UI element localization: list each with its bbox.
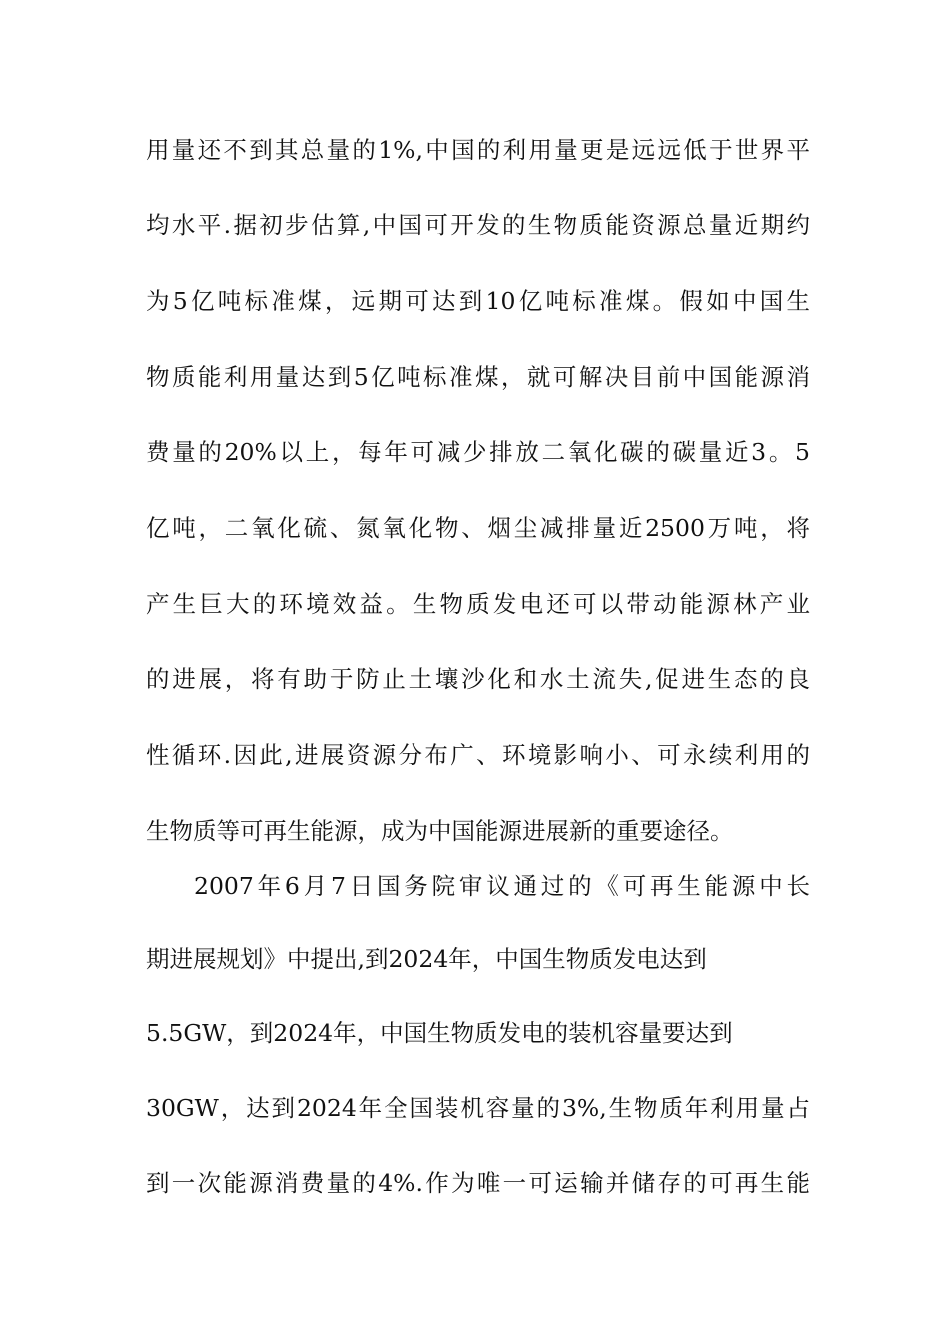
paragraph-1-line-4: 物质能利用量达到5亿吨标准煤，就可解决目前中国能源消 [146, 363, 810, 391]
paragraph-1-line-2: 均水平.据初步估算,中国可开发的生物质能资源总量近期约 [146, 211, 810, 239]
paragraph-1-line-5: 费量的20%以上，每年可减少排放二氧化碳的碳量近3。5 [146, 438, 810, 466]
paragraph-1-line-8: 的进展，将有助于防止土壤沙化和水土流失,促进生态的良 [146, 665, 810, 693]
paragraph-1-line-7: 产生巨大的环境效益。生物质发电还可以带动能源林产业 [146, 590, 810, 618]
paragraph-2-line-2: 期进展规划》中提出,到2024年，中国生物质发电达到 [146, 945, 707, 973]
paragraph-1-line-1: 用量还不到其总量的1%,中国的利用量更是远远低于世界平 [146, 136, 810, 164]
paragraph-2-line-1: 2007年6月7日国务院审议通过的《可再生能源中长 [194, 872, 810, 900]
paragraph-2-line-3: 5.5GW，到2024年，中国生物质发电的装机容量要达到 [146, 1019, 733, 1047]
paragraph-1-line-6: 亿吨，二氧化硫、氮氧化物、烟尘减排量近2500万吨，将 [146, 514, 810, 542]
paragraph-2-line-5: 到一次能源消费量的4%.作为唯一可运输并储存的可再生能 [146, 1169, 810, 1197]
paragraph-1-line-9: 性循环.因此,进展资源分布广、环境影响小、可永续利用的 [146, 741, 810, 769]
paragraph-2-line-4: 30GW，达到2024年全国装机容量的3%,生物质年利用量占 [146, 1094, 810, 1122]
paragraph-1-line-3: 为5亿吨标准煤，远期可达到10亿吨标准煤。假如中国生 [146, 287, 810, 315]
paragraph-1-line-10: 生物质等可再生能源，成为中国能源进展新的重要途径。 [146, 817, 734, 845]
